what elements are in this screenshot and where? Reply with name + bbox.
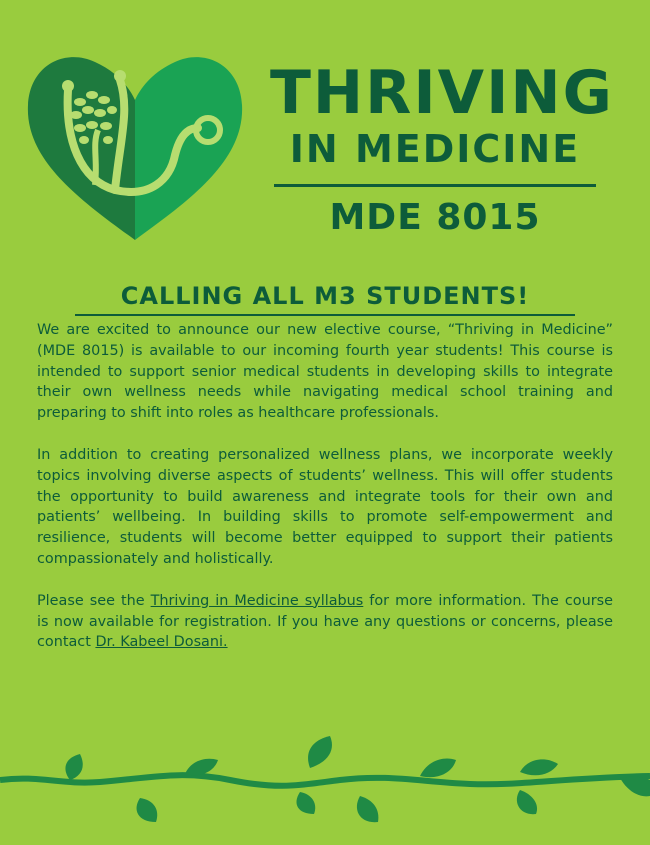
syllabus-link[interactable]: Thriving in Medicine syllabus: [150, 592, 364, 609]
headline-divider: [75, 314, 575, 316]
headline: CALLING ALL M3 STUDENTS!: [120, 282, 530, 310]
paragraph-wellness: In addition to creating personalized wellness plans, we incorporate weekly topics involving diverse aspects of students’ wellness. This will offer students the opportunity to build awareness and integrate tools for their own and patients’ wellbeing. In building skills to promote self-empowerment and resilience, students will become better equipped to support their patients compassionately and holistically.: [37, 446, 613, 567]
title-thriving: THRIVING: [270, 58, 614, 128]
title-block: [270, 58, 614, 239]
title-in-medicine: IN MEDICINE: [289, 127, 581, 171]
contact-link[interactable]: Dr. Kabeel Dosani.: [95, 634, 228, 651]
heart-stethoscope-logo-icon: [20, 40, 250, 250]
paragraph-contact-text-1: Please see the: [37, 592, 151, 609]
title-divider: [274, 184, 596, 187]
paragraph-contact-text-2: for more information. The course is now available for registration. If you have any questions or concerns, please contact: [37, 592, 613, 651]
paragraph-contact: [37, 591, 613, 653]
body-text: [37, 320, 613, 674]
paragraph-intro: We are excited to announce our new elective course, “Thriving in Medicine” (MDE 8015) is available to our incoming fourth year students! This course is intended to support senior medical students in developing skills to integrate their own wellness needs while navigating medical school training and preparing to shift into roles as healthcare professionals.: [37, 322, 613, 422]
vine-leaves-icon: [0, 730, 650, 841]
course-code: MDE 8015: [329, 197, 541, 238]
